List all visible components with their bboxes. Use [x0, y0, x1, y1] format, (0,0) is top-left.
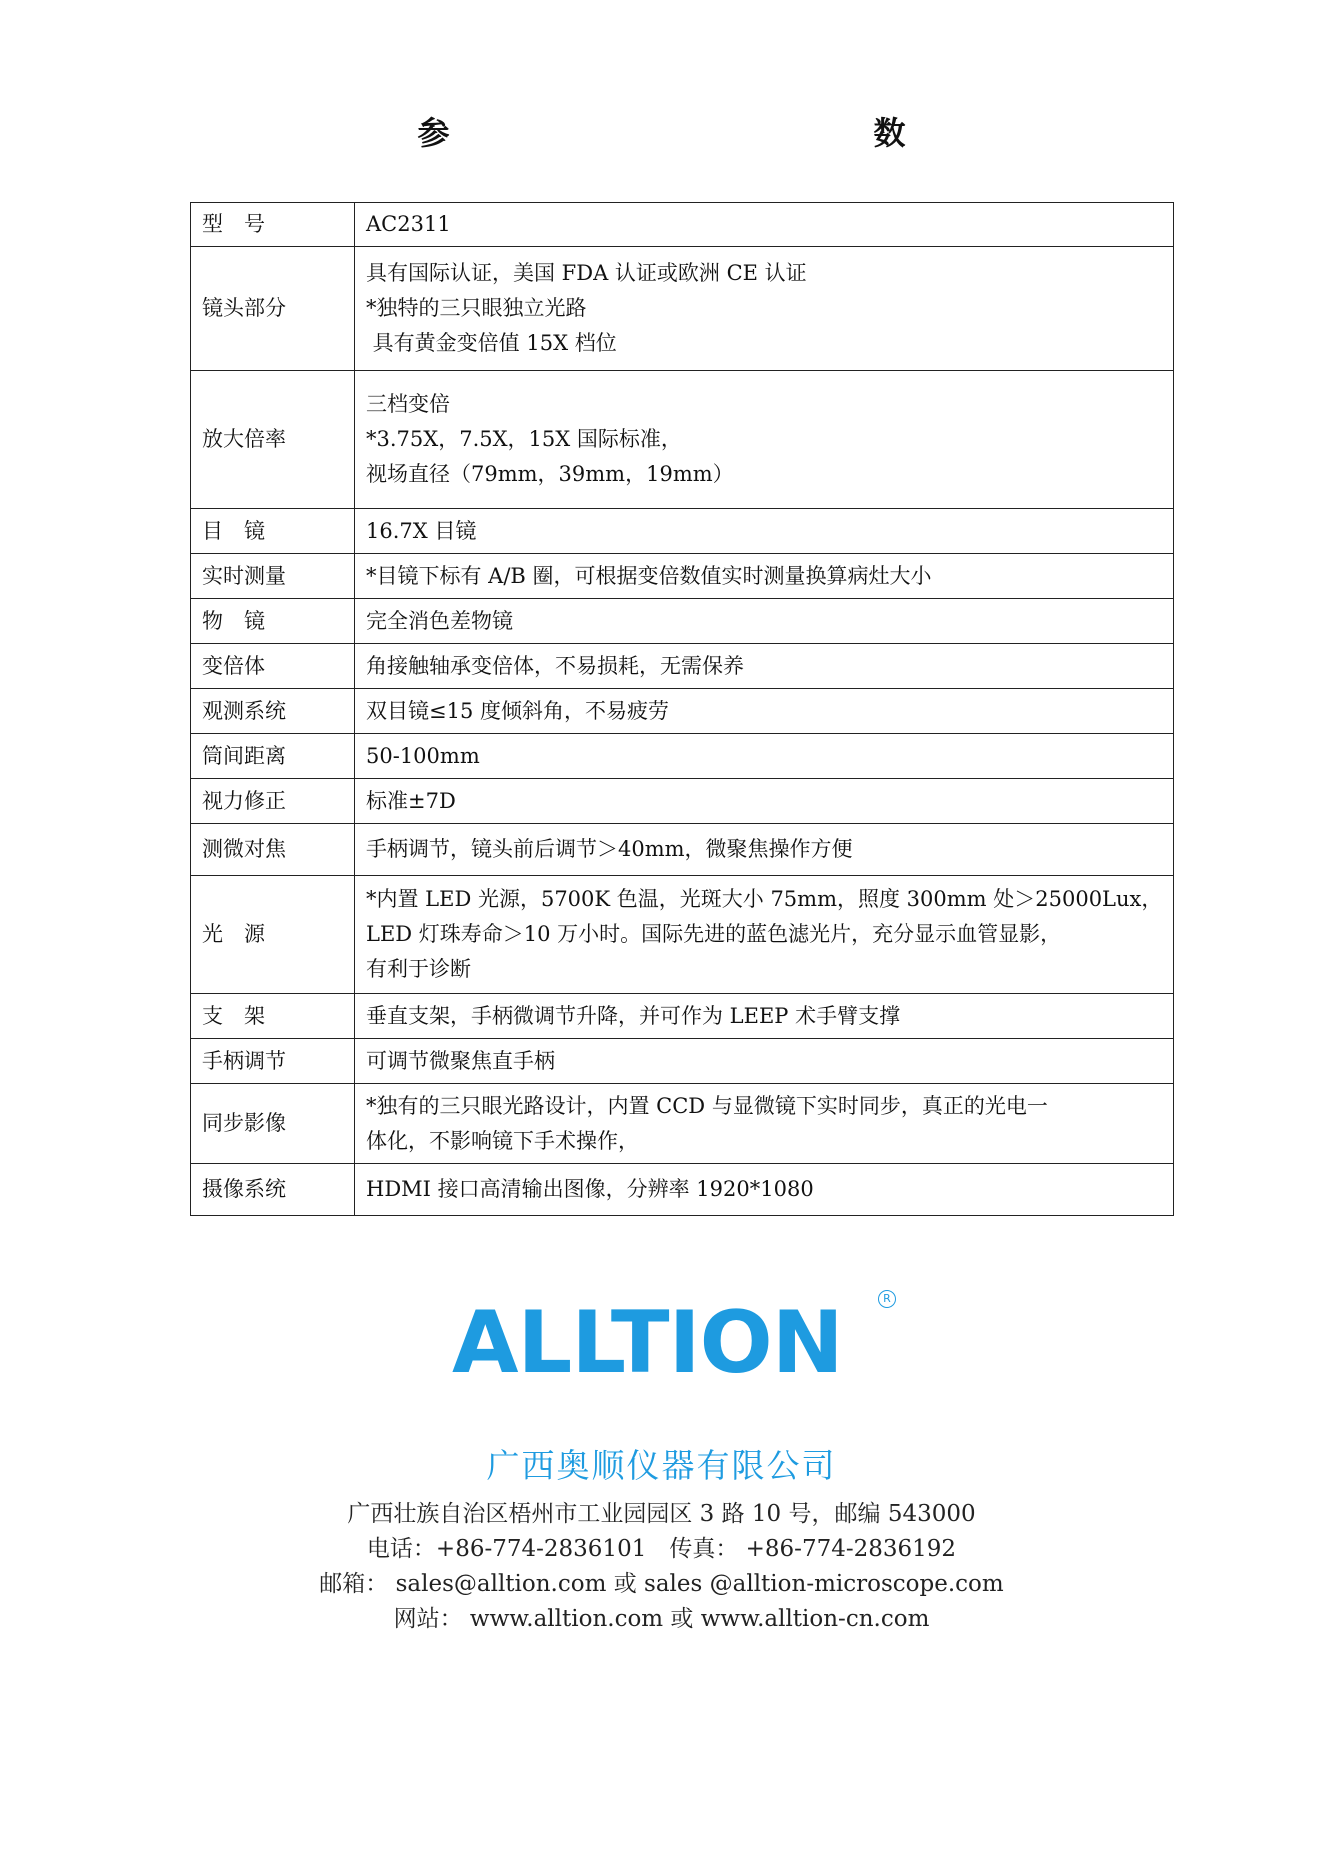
spec-key: 视力修正 [191, 779, 355, 824]
spec-row [191, 1039, 1174, 1084]
spec-value-line: 标准±7D [366, 788, 456, 813]
spec-key: 测微对焦 [191, 824, 355, 876]
spec-key: 手柄调节 [191, 1039, 355, 1084]
spec-row [191, 203, 1174, 247]
company-email: 邮箱： sales@alltion.com 或 sales @alltion-microscope.com [319, 1571, 1004, 1597]
spec-value [355, 203, 1174, 247]
spec-key [191, 644, 355, 689]
spec-value [355, 1039, 1174, 1084]
spec-key [191, 994, 355, 1039]
spec-row [191, 994, 1174, 1039]
spec-key-spread [202, 649, 343, 684]
spec-key-spread [202, 514, 343, 549]
company-phone: 电话：+86-774-2836101 传真： +86-774-2836192 [366, 1536, 957, 1562]
spec-value-line: *独有的三只眼光路设计，内置 CCD 与显微镜下实时同步，真正的光电一 [366, 1093, 1048, 1118]
spec-key-char: 目 [202, 518, 223, 543]
spec-row [191, 876, 1174, 994]
spec-row [191, 599, 1174, 644]
spec-value [355, 994, 1174, 1039]
spec-value-line: 双目镜≤15 度倾斜角，不易疲劳 [366, 698, 669, 723]
spec-table-body [191, 203, 1174, 1216]
spec-value [355, 689, 1174, 734]
spec-key: 摄像系统 [191, 1164, 355, 1216]
spec-value-line: 具有黄金变倍值 15X 档位 [366, 331, 617, 355]
spec-row [191, 554, 1174, 599]
spec-value [355, 734, 1174, 779]
logo-text: ALLTION [452, 1293, 843, 1393]
company-address: 广西壮族自治区梧州市工业园园区 3 路 10 号，邮编 543000 [347, 1501, 976, 1527]
spec-value-line: AC2311 [366, 212, 451, 236]
spec-value-line: 手柄调节，镜头前后调节＞40mm，微聚焦操作方便 [366, 837, 853, 861]
spec-value-line: 可调节微聚焦直手柄 [366, 1048, 555, 1073]
spec-row [191, 644, 1174, 689]
spec-key-char: 光 [202, 922, 223, 946]
spec-row [191, 689, 1174, 734]
brand-logo [452, 1290, 902, 1393]
spec-value-line: 具有国际认证，美国 FDA 认证或欧洲 CE 认证 [366, 261, 807, 285]
spec-key: 观测系统 [191, 689, 355, 734]
spec-key-spread [202, 917, 343, 952]
spec-value [355, 824, 1174, 876]
spec-key: 放大倍率 [191, 371, 355, 509]
spec-row [191, 1084, 1174, 1164]
spec-value-line: *内置 LED 光源，5700K 色温，光斑大小 75mm，照度 300mm 处＞25000Lux， [366, 887, 1163, 911]
spec-key-char: 源 [244, 922, 265, 946]
spec-value [355, 779, 1174, 824]
spec-row [191, 779, 1174, 824]
spec-value [355, 371, 1174, 509]
spec-value-line: HDMI 接口高清输出图像，分辨率 1920*1080 [366, 1177, 814, 1201]
spec-value [355, 876, 1174, 994]
spec-value-line: *独特的三只眼独立光路 [366, 296, 587, 320]
spec-value [355, 1084, 1174, 1164]
spec-row [191, 247, 1174, 371]
spec-value-line: 三档变倍 [366, 392, 450, 416]
spec-key-char: 变 [202, 653, 223, 678]
spec-value [355, 554, 1174, 599]
spec-value-line: 50-100mm [366, 743, 480, 768]
spec-key [191, 599, 355, 644]
spec-key: 镜头部分 [191, 247, 355, 371]
spec-table [190, 202, 1174, 1216]
spec-key-char: 物 [202, 608, 223, 633]
spec-key [191, 509, 355, 554]
spec-value-line: 视场直径（79mm，39mm，19mm） [366, 462, 734, 486]
page-title: 参 数 [417, 114, 988, 152]
spec-value-line: LED 灯珠寿命＞10 万小时。国际先进的蓝色滤光片，充分显示血管显影， [366, 922, 1062, 946]
spec-value [355, 1164, 1174, 1216]
spec-value [355, 599, 1174, 644]
spec-value-line: 体化，不影响镜下手术操作， [366, 1128, 639, 1153]
spec-key-spread [202, 999, 343, 1034]
spec-key: 同步影像 [191, 1084, 355, 1164]
spec-key: 筒间距离 [191, 734, 355, 779]
spec-value-line: *目镜下标有 A/B 圈，可根据变倍数值实时测量换算病灶大小 [366, 563, 932, 588]
spec-row [191, 824, 1174, 876]
spec-row [191, 1164, 1174, 1216]
spec-value-line: 16.7X 目镜 [366, 518, 477, 543]
spec-key-char: 支 [202, 1003, 223, 1028]
spec-key: 实时测量 [191, 554, 355, 599]
spec-value [355, 644, 1174, 689]
spec-value-line: 有利于诊断 [366, 957, 471, 981]
spec-row [191, 734, 1174, 779]
spec-value [355, 509, 1174, 554]
spec-key-char: 镜 [244, 608, 265, 633]
spec-key-spread [202, 604, 343, 639]
spec-row [191, 371, 1174, 509]
spec-value-line: 角接触轴承变倍体，不易损耗，无需保养 [366, 653, 744, 678]
company-website: 网站： www.alltion.com 或 www.alltion-cn.com [393, 1606, 930, 1632]
spec-key-char: 体 [244, 653, 265, 678]
spec-value-line: 完全消色差物镜 [366, 608, 513, 633]
spec-key-char: 架 [244, 1003, 265, 1028]
spec-key [191, 876, 355, 994]
spec-key-char: 倍 [223, 653, 244, 678]
spec-value-line: *3.75X，7.5X，15X 国际标准， [366, 427, 682, 451]
spec-value [355, 247, 1174, 371]
registered-mark: R [878, 1290, 896, 1308]
spec-key [191, 203, 355, 247]
spec-row [191, 509, 1174, 554]
spec-key-char: 镜 [244, 518, 265, 543]
spec-key-char: 型 [202, 212, 223, 236]
spec-key-spread [202, 207, 343, 242]
spec-key-char: 号 [244, 212, 265, 236]
spec-value-line: 垂直支架，手柄微调节升降，并可作为 LEEP 术手臂支撑 [366, 1003, 901, 1028]
company-name: 广西奥顺仪器有限公司 [486, 1446, 837, 1485]
